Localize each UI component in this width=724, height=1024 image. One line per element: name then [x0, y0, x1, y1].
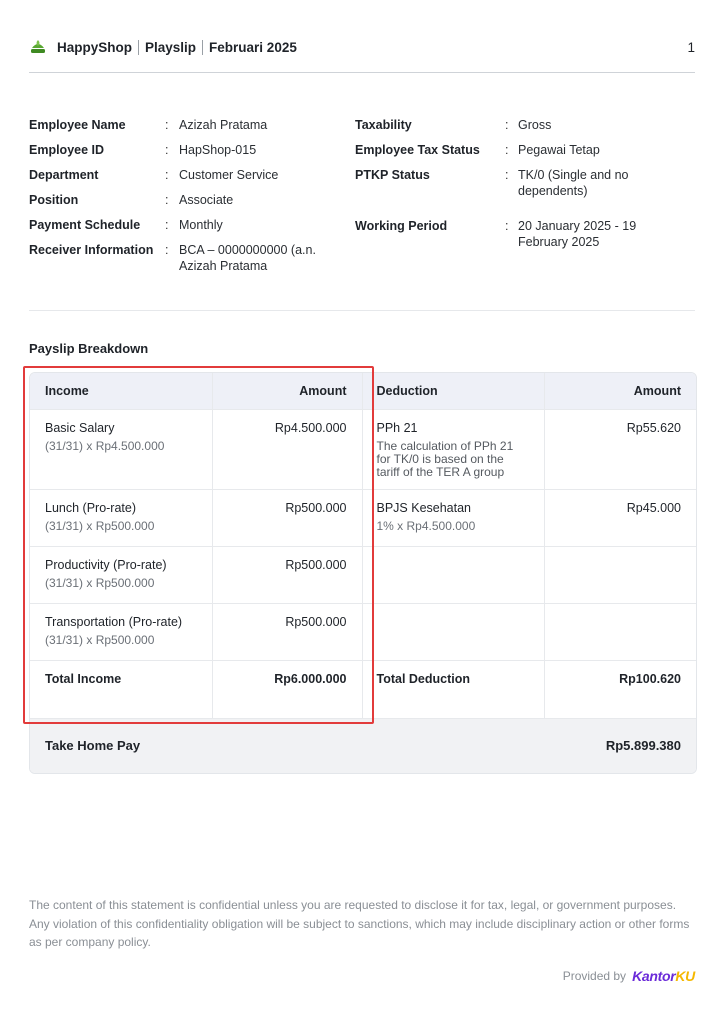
- info-row: Employee Name : Azizah Pratama: [29, 118, 268, 132]
- info-row: Employee Tax Status : Pegawai Tetap: [355, 143, 600, 157]
- deduction-cell: PPh 21 The calculation of PPh 21 for TK/0 is based on the tariff of the TER A group: [362, 410, 544, 490]
- doc-type: Playslip: [145, 39, 197, 55]
- deduction-amount-header: Amount: [544, 373, 696, 410]
- info-row: Payment Schedule : Monthly: [29, 218, 223, 232]
- deduction-header: Deduction: [362, 373, 544, 410]
- provided-by-label: Provided by: [562, 969, 627, 983]
- income-amount-cell: Rp500.000: [212, 490, 362, 547]
- info-row: Position : Associate: [29, 193, 234, 207]
- total-income-value: Rp6.000.000: [212, 661, 362, 718]
- info-row: PTKP Status : TK/0 (Single and no dependents): [355, 168, 629, 198]
- info-row: Working Period : 20 January 2025 - 19 February 2025: [355, 219, 637, 249]
- employee-info-right: [355, 117, 646, 259]
- deduction-cell: [362, 547, 544, 604]
- provided-by: [563, 968, 695, 984]
- take-home-label: Take Home Pay: [45, 738, 141, 753]
- employee-info-left: [29, 117, 319, 283]
- income-cell: Basic Salary (31/31) x Rp4.500.000: [30, 410, 212, 490]
- period: Februari 2025: [209, 39, 297, 55]
- deduction-amount-cell: Rp45.000: [544, 490, 696, 547]
- income-amount-cell: Rp500.000: [212, 604, 362, 661]
- header-divider: [29, 72, 695, 73]
- income-highlight-box: [23, 366, 374, 724]
- deduction-amount-cell: [544, 604, 696, 661]
- brand-name: HappyShop: [57, 39, 133, 55]
- take-home-pay-row: [30, 718, 696, 773]
- deduction-amount-cell: [544, 547, 696, 604]
- page-number: 1: [687, 39, 695, 55]
- info-row: Receiver Information : BCA – 0000000000 (a.n. Azizah Pratama: [29, 243, 316, 273]
- total-deduction-label: Total Deduction: [362, 661, 544, 718]
- document-header: [29, 36, 695, 58]
- info-row: Department : Customer Service: [29, 168, 279, 182]
- income-amount-cell: Rp500.000: [212, 547, 362, 604]
- income-amount-cell: Rp4.500.000: [212, 410, 362, 490]
- income-amount-header: Amount: [212, 373, 362, 410]
- info-row: Employee ID : HapShop-015: [29, 143, 257, 157]
- total-deduction-value: Rp100.620: [544, 661, 696, 718]
- deduction-cell: [362, 604, 544, 661]
- income-cell: Transportation (Pro-rate) (31/31) x Rp500.000: [30, 604, 212, 661]
- deduction-amount-cell: Rp55.620: [544, 410, 696, 490]
- income-cell: Lunch (Pro-rate) (31/31) x Rp500.000: [30, 490, 212, 547]
- confidentiality-note: The content of this statement is confidential unless you are requested to disclose it for tax, legal, or government purposes. Any violation of this confidentiality obligation will be subject to sanctions, which may include disciplinary action or other forms as per company policy.: [29, 898, 690, 949]
- header-separator: [202, 40, 203, 55]
- income-header: Income: [30, 373, 212, 410]
- info-divider: [29, 310, 695, 311]
- deduction-cell: BPJS Kesehatan 1% x Rp4.500.000: [362, 490, 544, 547]
- info-row: Taxability : Gross: [355, 118, 552, 132]
- take-home-value: Rp5.899.380: [605, 738, 681, 753]
- kantorku-logo: KantorKU: [632, 968, 695, 984]
- header-separator: [138, 40, 139, 55]
- breakdown-title: Payslip Breakdown: [29, 341, 149, 356]
- happyshop-logo-icon: [29, 38, 47, 56]
- income-cell: Productivity (Pro-rate) (31/31) x Rp500.000: [30, 547, 212, 604]
- total-income-label: Total Income: [30, 661, 212, 718]
